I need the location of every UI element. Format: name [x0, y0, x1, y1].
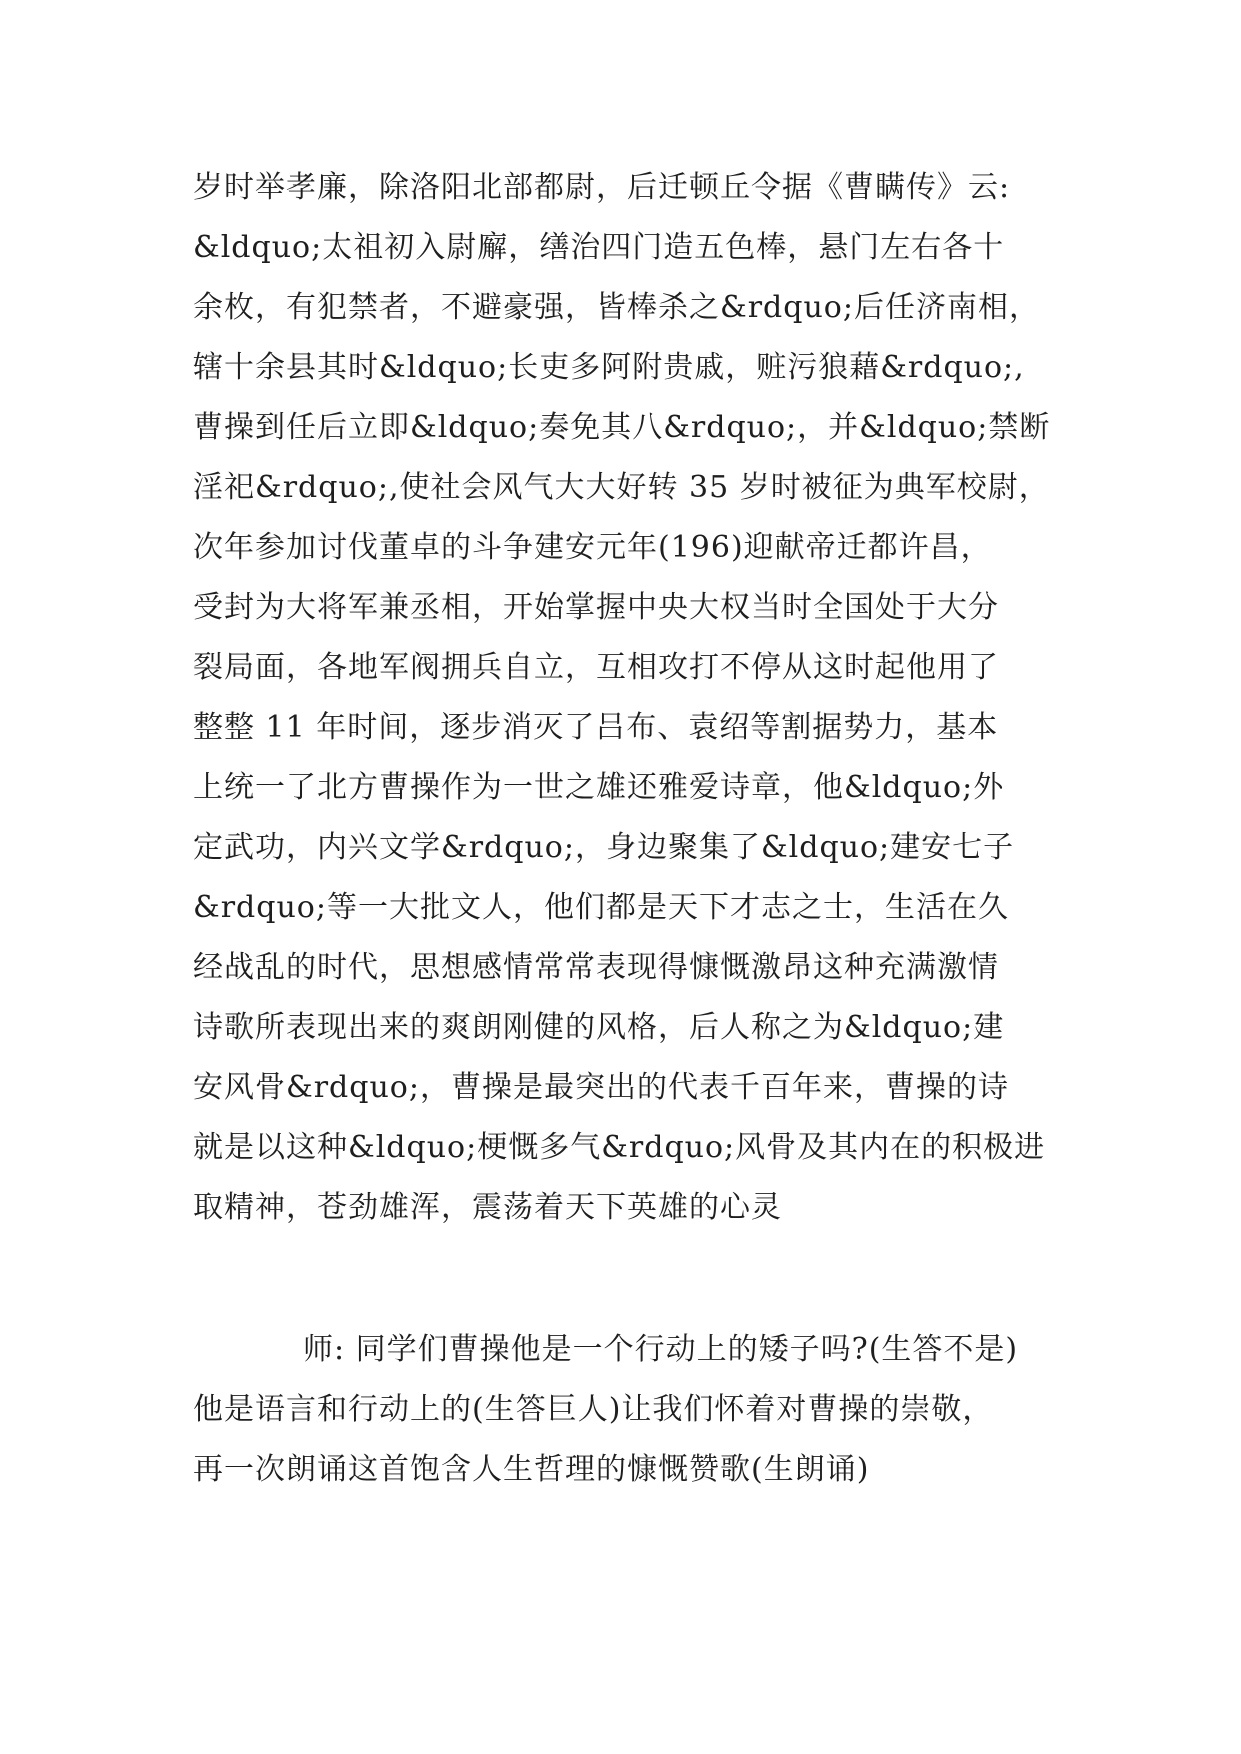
text-line: 曹操到任后立即&ldquo;奏免其八&rdquo;，并&ldquo;禁断 — [193, 410, 1051, 445]
text-line: 诗歌所表现出来的爽朗刚健的风格，后人称之为&ldquo;建 — [193, 1010, 1005, 1045]
text-line: 裂局面，各地军阀拥兵自立，互相攻打不停从这时起他用了 — [193, 650, 999, 685]
dialogue-paragraph — [193, 1320, 1073, 1500]
text-line: 辖十余县其时&ldquo;长吏多阿附贵戚，赃污狼藉&rdquo;, — [193, 350, 1025, 385]
text-line: 他是语言和行动上的(生答巨人)让我们怀着对曹操的崇敬， — [193, 1392, 994, 1427]
text-line: 定武功，内兴文学&rdquo;，身边聚集了&ldquo;建安七子 — [193, 830, 1015, 865]
text-line: 整整 11 年时间，逐步消灭了吕布、袁绍等割据势力，基本 — [193, 710, 999, 745]
text-line: 经战乱的时代，思想感情常常表现得慷慨激昂这种充满激情 — [193, 950, 999, 985]
text-line: 岁时举孝廉，除洛阳北部都尉，后迁顿丘令据《曹瞒传》云: — [193, 170, 1011, 205]
text-line: &rdquo;等一大批文人，他们都是天下才志之士，生活在久 — [193, 890, 1009, 925]
text-line: &ldquo;太祖初入尉廨，缮治四门造五色棒，悬门左右各十 — [193, 230, 1005, 265]
text-line: 受封为大将军兼丞相，开始掌握中央大权当时全国处于大分 — [193, 590, 999, 625]
text-line: 余枚，有犯禁者，不避豪强，皆棒杀之&rdquo;后任济南相， — [193, 290, 1040, 325]
body-paragraph — [193, 158, 1073, 1238]
text-line: 安风骨&rdquo;，曹操是最突出的代表千百年来，曹操的诗 — [193, 1070, 1009, 1105]
text-line: 取精神，苍劲雄浑，震荡着天下英雄的心灵 — [193, 1190, 782, 1225]
text-line: 就是以这种&ldquo;梗慨多气&rdquo;风骨及其内在的积极进 — [193, 1130, 1046, 1165]
text-line: 师: 同学们曹操他是一个行动上的矮子吗?(生答不是) — [303, 1332, 1019, 1367]
text-line: 次年参加讨伐董卓的斗争建安元年(196)迎献帝迁都许昌， — [193, 530, 992, 565]
text-line: 淫祀&rdquo;,使社会风气大大好转 35 岁时被征为典军校尉， — [193, 470, 1050, 505]
text-line: 上统一了北方曹操作为一世之雄还雅爱诗章，他&ldquo;外 — [193, 770, 1005, 805]
text-line: 再一次朗诵这首饱含人生哲理的慷慨赞歌(生朗诵) — [193, 1452, 870, 1487]
